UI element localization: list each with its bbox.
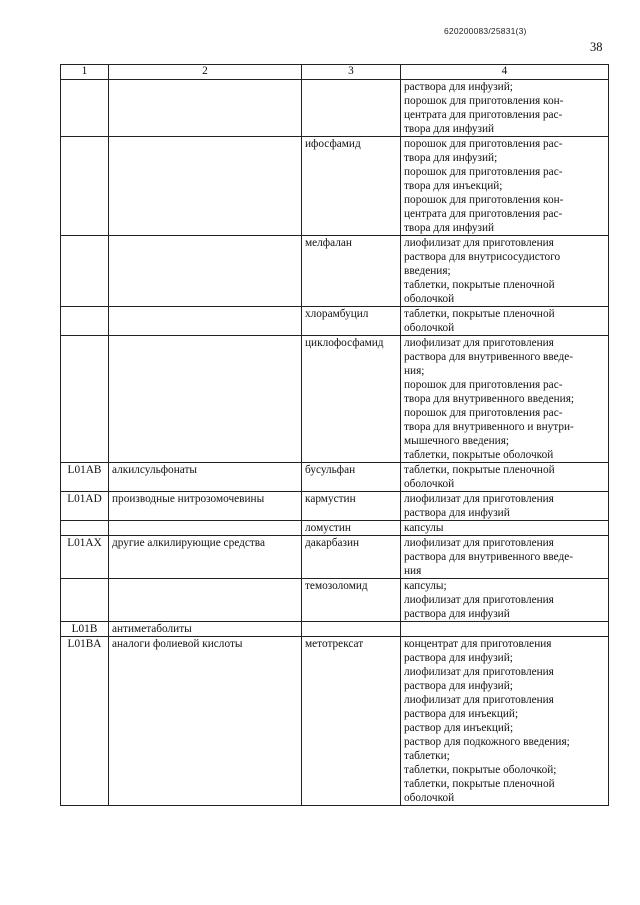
table-row [61,622,609,637]
drug-cell: кармустин [302,492,401,521]
dosage-forms-cell: лиофилизат для приготовления раствора для внутривенного введе- ния; порошок для приготовления рас- твора для внутривенного введения; порошок для приготовления рас- твора для внутривенного и внутри- мышечного введения; таблетки, покрытые оболочкой [401,336,609,463]
table-row [61,236,609,307]
drug-cell: дакарбазин [302,536,401,579]
table-row [61,637,609,806]
dosage-forms-cell: лиофилизат для приготовления раствора для внутривенного введе- ния [401,536,609,579]
atc-code-cell [61,579,109,622]
group-cell [109,236,302,307]
table-row [61,137,609,236]
column-header: 3 [302,65,401,80]
group-cell [109,521,302,536]
table-row [61,536,609,579]
dosage-forms-cell: раствора для инфузий; порошок для приготовления кон- центрата для приготовления рас- твора для инфузий [401,80,609,137]
atc-code-cell [61,336,109,463]
dosage-forms-cell: капсулы; лиофилизат для приготовления раствора для инфузий [401,579,609,622]
drug-cell: циклофосфамид [302,336,401,463]
dosage-forms-cell: лиофилизат для приготовления раствора для инфузий [401,492,609,521]
group-cell [109,80,302,137]
atc-code-cell [61,137,109,236]
dosage-forms-cell: порошок для приготовления рас- твора для инфузий; порошок для приготовления рас- твора для инъекций; порошок для приготовления кон- центрата для приготовления рас- твора для инфузий [401,137,609,236]
dosage-forms-cell [401,622,609,637]
table-row [61,80,609,137]
atc-code-cell: L01AD [61,492,109,521]
group-cell: алкилсульфонаты [109,463,302,492]
atc-code-cell: L01B [61,622,109,637]
group-cell [109,336,302,463]
drug-table [60,64,609,806]
dosage-forms-cell: лиофилизат для приготовления раствора для внутрисосудистого введения; таблетки, покрытые пленочной оболочкой [401,236,609,307]
dosage-forms-cell: капсулы [401,521,609,536]
document-id: 620200083/25831(3) [444,26,527,36]
group-cell: антиметаболиты [109,622,302,637]
atc-code-cell: L01AB [61,463,109,492]
atc-code-cell [61,307,109,336]
table-row [61,521,609,536]
drug-cell: бусульфан [302,463,401,492]
table-row [61,463,609,492]
column-header: 4 [401,65,609,80]
drug-cell: ломустин [302,521,401,536]
group-cell [109,579,302,622]
drug-cell [302,80,401,137]
page-number: 38 [590,40,603,54]
drug-cell [302,622,401,637]
drug-cell: мелфалан [302,236,401,307]
group-cell: производные нитрозомочевины [109,492,302,521]
atc-code-cell [61,236,109,307]
atc-code-cell [61,521,109,536]
table-row [61,307,609,336]
drug-cell: темозоломид [302,579,401,622]
table-header-row [61,65,609,80]
atc-code-cell: L01BA [61,637,109,806]
dosage-forms-cell: таблетки, покрытые пленочной оболочкой [401,307,609,336]
table-row [61,492,609,521]
column-header: 1 [61,65,109,80]
atc-code-cell: L01AX [61,536,109,579]
dosage-forms-cell: концентрат для приготовления раствора для инфузий; лиофилизат для приготовления раствора для инфузий; лиофилизат для приготовления раствора для инъекций; раствор для инъекций; раствор для подкожного введения; таблетки; таблетки, покрытые оболочкой; таблетки, покрытые пленочной оболочкой [401,637,609,806]
column-header: 2 [109,65,302,80]
drug-cell: хлорамбуцил [302,307,401,336]
atc-code-cell [61,80,109,137]
drug-cell: метотрексат [302,637,401,806]
group-cell: аналоги фолиевой кислоты [109,637,302,806]
group-cell: другие алкилирующие средства [109,536,302,579]
group-cell [109,137,302,236]
group-cell [109,307,302,336]
drug-cell: ифосфамид [302,137,401,236]
dosage-forms-cell: таблетки, покрытые пленочной оболочкой [401,463,609,492]
table-row [61,336,609,463]
table-row [61,579,609,622]
